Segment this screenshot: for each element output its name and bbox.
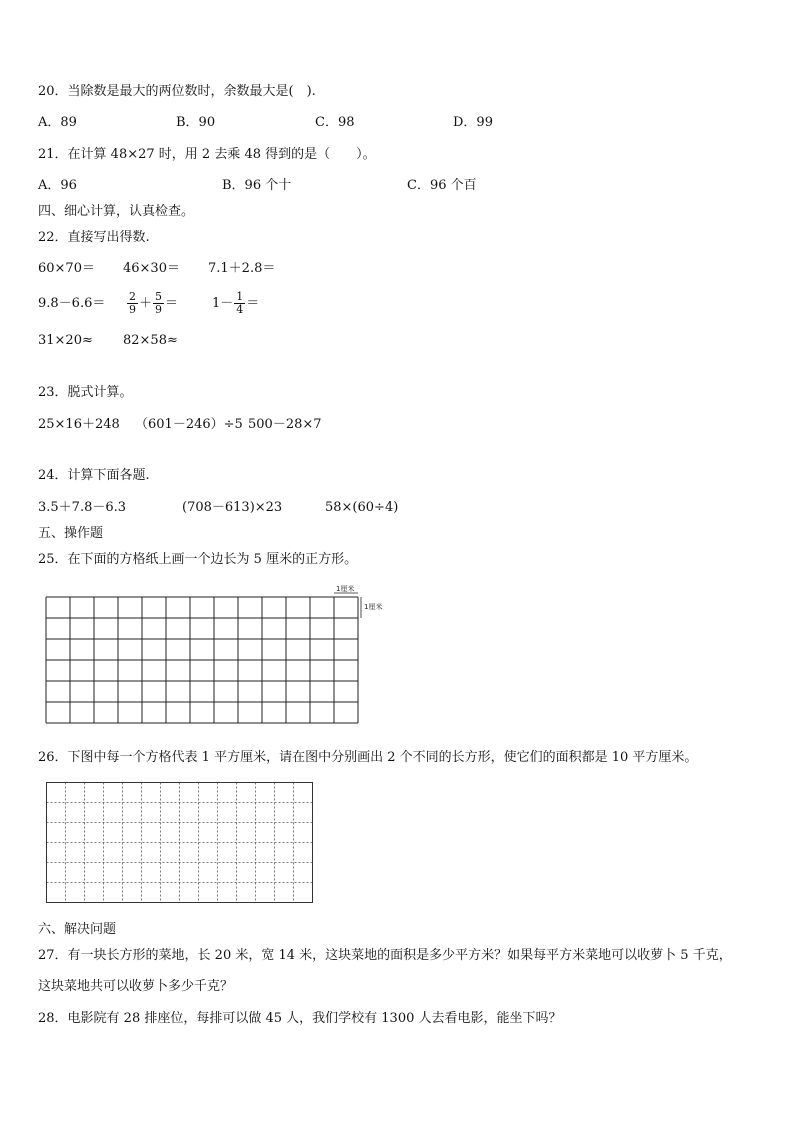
question-20: 20．当除数是最大的两位数时，余数最大是( ). — [38, 84, 316, 99]
q24-item-3: 58×(60÷4) — [325, 500, 399, 515]
q21-option-a: A．96 — [38, 178, 77, 193]
question-28: 28．电影院有 28 排座位，每排可以做 45 人，我们学校有 1300 人去看电影，能坐下吗？ — [38, 1011, 562, 1026]
square-grid-paper[interactable] — [46, 585, 396, 731]
q24-item-1: 3.5＋7.8－6.3 — [38, 500, 127, 515]
q22-item-8: 82×58≈ — [123, 333, 178, 348]
q23-item-2: （601－246）÷5 — [135, 417, 243, 432]
question-25: 25．在下面的方格纸上画一个边长为 5 厘米的正方形。 — [38, 552, 358, 567]
q23-item-3: 500－28×7 — [248, 417, 322, 432]
q20-option-c: C．98 — [315, 115, 355, 130]
question-21: 21．在计算 48×27 时，用 2 去乘 48 得到的是（ ）。 — [38, 147, 376, 162]
height-label: 1厘米 — [364, 603, 383, 611]
q20-option-a: A．89 — [38, 115, 77, 130]
question-26: 26．下图中每一个方格代表 1 平方厘米，请在图中分别画出 2 个不同的长方形，使它们的面积都是 10 平方厘米。 — [38, 750, 698, 765]
q23-item-1: 25×16＋248 — [38, 417, 120, 432]
fraction-5-9: $\frac{5}{9}$ — [155, 290, 163, 316]
q21-option-b: B．96 个十 — [222, 178, 292, 193]
q20-option-b: B．90 — [176, 115, 216, 130]
width-label: 1厘米 — [336, 585, 355, 593]
question-24: 24．计算下面各题. — [38, 468, 150, 483]
section-6-heading: 六、解决问题 — [38, 922, 117, 937]
q20-option-d: D．99 — [453, 115, 493, 130]
question-27-line-2: 这块菜地共可以收萝卜多少千克？ — [38, 979, 234, 994]
q22-item-7: 31×20≈ — [38, 333, 93, 348]
question-23: 23．脱式计算。 — [38, 385, 133, 400]
q22-item-5: $\frac{2}{9}$ ＋ $\frac{5}{9}$ ＝ — [129, 290, 179, 316]
section-5-heading: 五、操作题 — [38, 526, 104, 541]
fraction-1-4: $\frac{1}{4}$ — [236, 290, 244, 316]
q22-item-1: 60×70＝ — [38, 261, 95, 276]
section-4-heading: 四、细心计算，认真检查。 — [38, 204, 195, 219]
q22-item-2: 46×30＝ — [123, 261, 180, 276]
dotted-grid-paper[interactable] — [46, 782, 314, 906]
fraction-2-9: $\frac{2}{9}$ — [129, 290, 136, 316]
question-27-line-1: 27．有一块长方形的菜地，长 20 米，宽 14 米，这块菜地的面积是多少平方米？如果每平方米菜地可以收萝卜 5 千克， — [38, 948, 732, 963]
q22-item-4: 9.8－6.6＝ — [38, 296, 106, 311]
q22-item-3: 7.1＋2.8＝ — [208, 261, 276, 276]
q24-item-2: (708－613)×23 — [182, 500, 283, 515]
q21-option-c: C．96 个百 — [407, 178, 477, 193]
q22-item-6: 1－ $\frac{1}{4}$ ＝ — [212, 290, 260, 316]
question-22: 22．直接写出得数. — [38, 230, 150, 245]
